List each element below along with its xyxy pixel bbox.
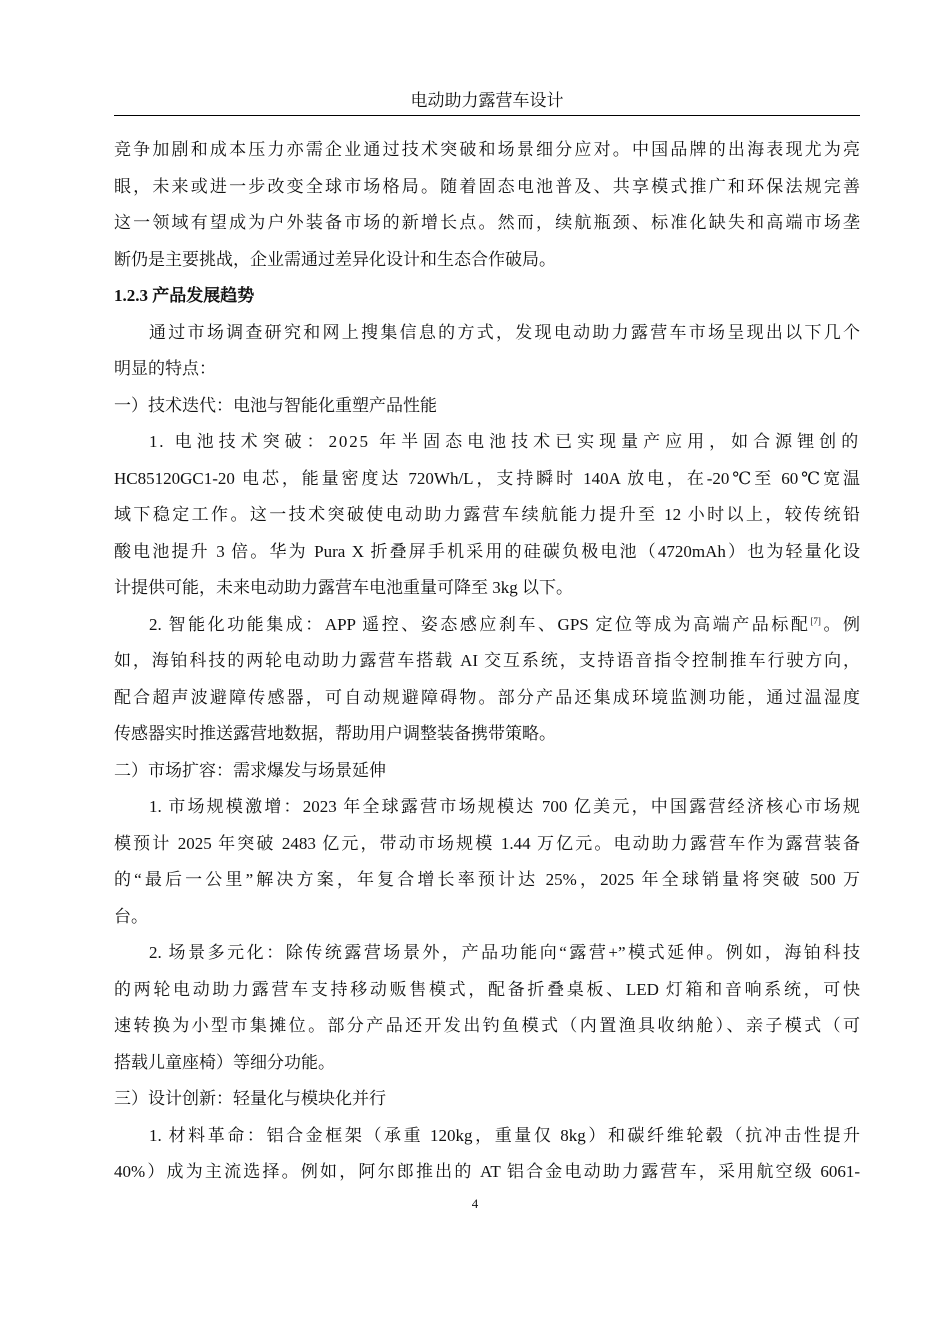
text-line: 的“最后一公里”解决方案，年复合增长率预计达 25%，2025 年全球销量将突破 500 万 <box>114 870 860 889</box>
text-line: 明显的特点： <box>114 359 216 378</box>
text-line: 酸电池提升 3 倍。华为 Pura X 折叠屏手机采用的硅碳负极电池（4720mAh）也为轻量化设 <box>114 541 860 561</box>
subsection-heading: 二）市场扩容：需求爆发与场景延伸 <box>114 760 386 780</box>
text-line: 搭载儿童座椅）等细分功能。 <box>114 1052 335 1072</box>
text-line: 配合超声波避障传感器，可自动规避障碍物。部分产品还集成环境监测功能，通过温湿度 <box>114 687 860 707</box>
subsection-heading: 三）设计创新：轻量化与模块化并行 <box>114 1089 386 1108</box>
text-line: 域下稳定工作。这一技术突破使电动助力露营车续航能力提升至 12 小时以上，较传统铅 <box>114 505 860 524</box>
text-line: 40%）成为主流选择。例如，阿尔郎推出的 AT 铝合金电动助力露营车，采用航空级 6061- <box>114 1162 860 1181</box>
document-body <box>114 132 860 1191</box>
text-line: 模预计 2025 年突破 2483 亿元，带动市场规模 1.44 万亿元。电动助力露营车作为露营装备 <box>114 833 860 853</box>
text-line: 通过市场调查研究和网上搜集信息的方式，发现电动助力露营车市场呈现出以下几个 <box>149 322 860 342</box>
running-header: 电动助力露营车设计 <box>410 91 564 110</box>
text-line: 的两轮电动助力露营车支持移动贩售模式，配备折叠桌板、LED 灯箱和音响系统，可快 <box>114 979 860 999</box>
citation-ref: [7] <box>810 615 821 626</box>
section-heading: 1.2.3 产品发展趋势 <box>114 286 255 305</box>
header-divider <box>114 115 860 116</box>
text-line: 计提供可能，未来电动助力露营车电池重量可降至 3kg 以下。 <box>114 578 573 597</box>
text-line: 1. 材料革命：铝合金框架（承重 120kg，重量仅 8kg）和碳纤维轮毂（抗冲击性提升 <box>149 1125 860 1145</box>
text-line: 速转换为小型市集摊位。部分产品还开发出钓鱼模式（内置渔具收纳舱）、亲子模式（可 <box>114 1016 860 1035</box>
page-number: 4 <box>471 1196 479 1211</box>
text-line: 如，海铂科技的两轮电动助力露营车搭载 AI 交互系统，支持语音指令控制推车行驶方向， <box>114 651 860 670</box>
text-line: 2. 场景多元化：除传统露营场景外，产品功能向“露营+”模式延伸。例如，海铂科技 <box>149 943 860 962</box>
text-line: HC85120GC1-20 电芯，能量密度达 720Wh/L，支持瞬时 140A 放电，在-20℃至 60℃宽温 <box>114 468 860 488</box>
text-run: 。例 <box>820 614 860 634</box>
text-line: 这一领域有望成为户外装备市场的新增长点。然而，续航瓶颈、标准化缺失和高端市场垄 <box>114 213 860 232</box>
subsection-heading: 一）技术迭代：电池与智能化重塑产品性能 <box>114 395 437 415</box>
text-line <box>114 607 860 644</box>
text-line: 眼，未来或进一步改变全球市场格局。随着固态电池普及、共享模式推广和环保法规完善 <box>114 176 860 196</box>
text-line: 台。 <box>114 906 148 926</box>
text-line: 1. 市场规模激增：2023 年全球露营市场规模达 700 亿美元，中国露营经济核心市场规 <box>149 797 860 816</box>
text-line: 传感器实时推送露营地数据，帮助用户调整装备携带策略。 <box>114 724 556 743</box>
text-line: 1. 电池技术突破：2025 年半固态电池技术已实现量产应用，如合源锂创的 <box>149 432 860 451</box>
text-run: 2. 智能化功能集成：APP 遥控、姿态感应刹车、GPS 定位等成为高端产品标配 <box>149 614 811 634</box>
text-line: 断仍是主要挑战，企业需通过差异化设计和生态合作破局。 <box>114 249 556 269</box>
text-line: 竞争加剧和成本压力亦需企业通过技术突破和场景细分应对。中国品牌的出海表现尤为亮 <box>114 140 860 159</box>
